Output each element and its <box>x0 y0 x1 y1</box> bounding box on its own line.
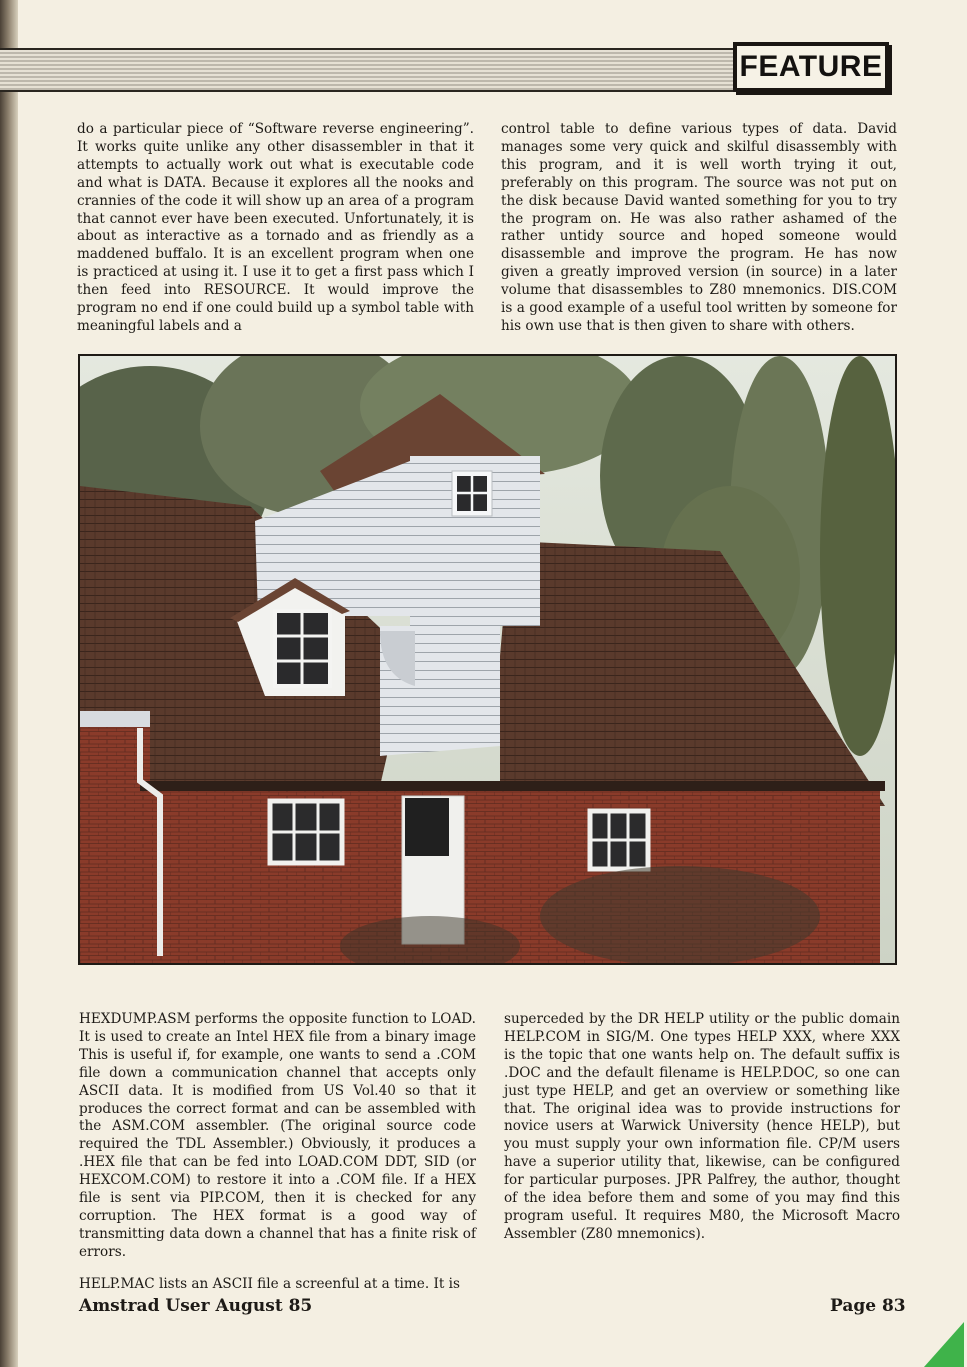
publication-footer: Amstrad User August 85 <box>79 1296 313 1316</box>
corner-tab-mark <box>924 1322 964 1367</box>
paragraph: HELP.MAC lists an ASCII file a screenful at a time. It is <box>79 1275 460 1292</box>
paragraph: control table to define various types of data. David manages some very quick and skilful disassembly with this program, and it is well worth trying it out, preferably on this program. The source was not put on the disk because David wanted something for you to try the program on. He was also rather ashamed of the rather untidy source and hoped someone would disassemble and improve the program. He has now given a greatly improved version (in source) in a later volume that disassembles to Z80 mnemonics. DIS.COM is a good example of a useful tool written by someone for his own use that is then given to share with others. <box>501 121 897 334</box>
house-photograph <box>78 354 897 965</box>
article-column-bottom-right <box>504 1011 900 1258</box>
paragraph: HEXDUMP.ASM performs the opposite function to LOAD. It is used to create an Intel HEX file from a binary image This is useful if, for example, one wants to send a .COM file down a communication channel that accepts only ASCII data. It is modified from US Vol.40 so that it produces the correct format and can be assembled with the ASM.COM assembler. (The original source code required the TDL Assembler.) Obviously, it produces a .HEX file that can be fed into LOAD.COM DDT, SID (or HEXCOM.COM) to restore it into a .COM file. If a HEX file is sent via PIP.COM, then it is checked for any corruption. The HEX format is a good way of transmitting data down a channel that has a finite risk of errors. <box>79 1011 476 1260</box>
section-label: FEATURE <box>739 50 883 83</box>
page-binding-edge <box>0 0 18 1367</box>
article-column-bottom-left <box>79 1011 476 1308</box>
house-illustration <box>80 356 895 963</box>
paragraph: superceded by the DR HELP utility or the public domain HELP.COM in SIG/M. One types HELP XXX, where XXX is the topic that one wants help on. The default suffix is .DOC and the default filename is HELP.DOC, so one can just type HELP, and get an overview or something like that. The original idea was to provide instructions for novice users at Warwick University (hence HELP), but you must supply your own information file. CP/M users have a superior utility that, likewise, can be configured for particular purposes. JPR Palfrey, the author, thought of the idea before them and some of you may find this program useful. It requires M80, the Microsoft Macro Assembler (Z80 mnemonics). <box>504 1011 900 1242</box>
article-column-top-left <box>77 121 474 350</box>
page-number: Page 83 <box>830 1296 906 1316</box>
header-rule-bar <box>0 48 745 92</box>
article-column-top-right <box>501 121 897 350</box>
section-tab <box>733 42 889 92</box>
paragraph: do a particular piece of “Software reverse engineering”. It works quite unlike any other disassembler in that it attempts to actually work out what is executable code and what is DATA. Because it explores all the nooks and crannies of the code it will show up an area of a program that cannot ever have been executed. Unfortunately, it is about as interactive as a tornado and as friendly as a maddened buffalo. It is an excellent program when one is practiced at using it. I use it to get a first pass which I then feed into RESOURCE. It would improve the program no end if one could build up a symbol table with meaningful labels and a <box>77 121 474 334</box>
